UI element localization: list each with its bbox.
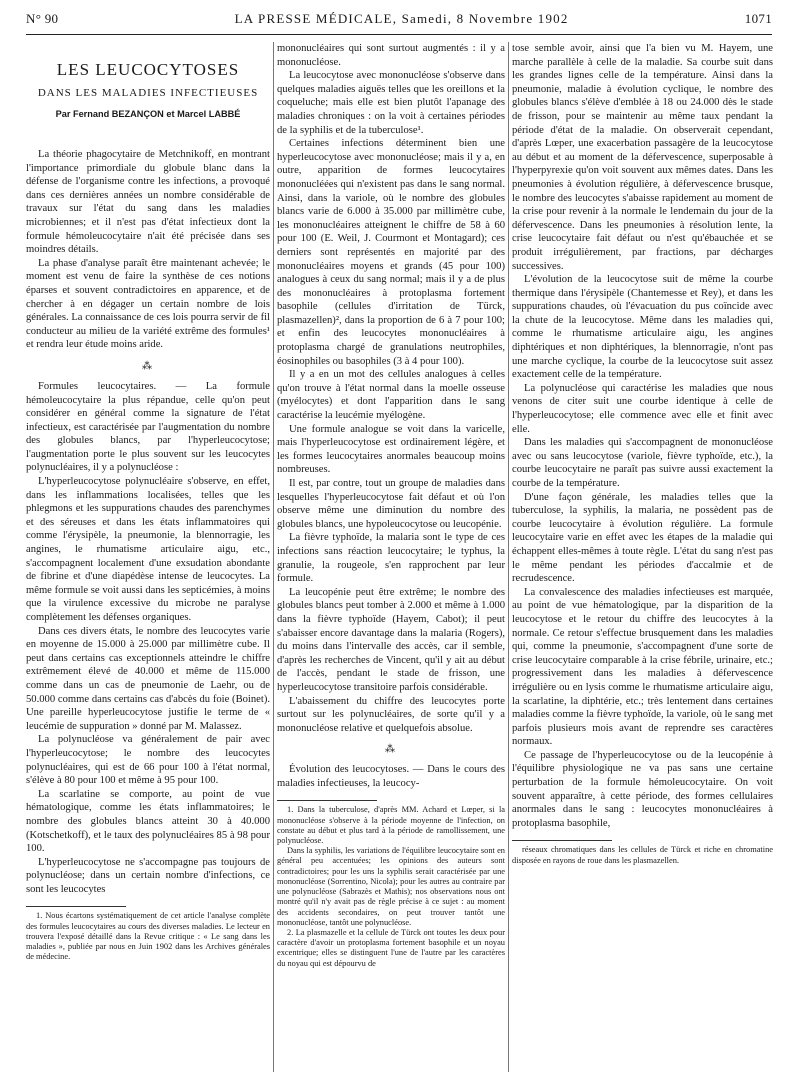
header-rule (26, 34, 772, 35)
paragraph: L'hyperleucocytose ne s'accompagne pas toujours de polynucléose; dans un certain nombre d'infections, ce sont les leucocytes (26, 856, 270, 895)
paragraph: L'hyperleucocytose polynucléaire s'observe, en effet, dans les inflammations localisées, telles que les phlegmons et les suppurations chaudes des parenchymes et des séreuses et dans les états inflammatoires qui comme l'érysipèle, la pneumonie, la blennorragie, les angines, le rhumatisme articulaire aigu, etc., s'accompagnent localement d'une exsudation abondante de fibrine et d'une diapédèse intense de leucocytes. La même formule se voit aussi dans les septicémies, à moins que la virulence excessive du microbe ne paralyse complètement les défenses organiques. (26, 476, 270, 623)
paragraph: Une formule analogue se voit dans la varicelle, mais l'hyperleucocytose est ordinairement légère, et les formes leucocytaires anormales beaucoup moins nombreuses. (277, 423, 505, 476)
paragraph: tose semble avoir, ainsi que l'a bien vu M. Hayem, une marche parallèle à celle de la maladie. Sa courbe suit dans les grandes lignes celle de la température. Ainsi dans la pneumonie, maladie à évolution cyclique, le nombre des globules blancs s'élève d'emblée à 18 ou 24.000 dès le stade de frisson, pour se maintenir au même taux pendant la période d'état de la maladie. On observerait cependant, d'après Lœper, une exacerbation passagère de la leucocytose au début et au moment de la défervescence, superposable à l'hyperpyrexie qu'on voit souvent aux mêmes dates. Dans les pneumonies à évolution régulière, à défervescence brusque, le nombre des leucocytes s'abaisse rapidement au moment de la crise pour revenir à la normale le lendemain du jour de la défervescence. Dans les pneumonies à résolution lente, la crise leucocytaire fait défaut ou n'est qu'ébauchée et se produit irrégulièrement, par fractions, par décharges successives. (512, 43, 773, 272)
paragraph: Il y a en un mot des cellules analogues à celles qu'on trouve à l'état normal dans la moelle osseuse (myélocytes) et dont l'apparition dans le sang caractérise la leucémie myélogène. (277, 369, 505, 422)
paragraph: Évolution des leucocytoses. — Dans le cours des maladies infectieuses, la leucocy- (277, 764, 505, 789)
running-head (26, 12, 772, 26)
section-separator: ⁂ (385, 744, 397, 756)
footnote-rule (512, 840, 612, 841)
paragraph: La convalescence des maladies infectieuses est marquée, au point de vue hématologique, par la disparition de la leucocytose et le retour du chiffre des leucocytes à la normale. Ce retour s'effectue brusquement dans les maladies qui, comme la pneumonie, s'accompagnent d'une sorte de crise leucocytaire comparable à la crise fébrile, urinaire, etc.; progressivement dans les maladies à défervescence irrégulière ou en lysis comme le rhumatisme articulaire aigu, la scarlatine, la diphtérie, etc.; très lentement dans certaines maladies comme la fièvre typhoïde, la variole, où le sang met parfois plusieurs mois avant de reprendre ses caractères normaux. (512, 586, 773, 748)
footnote: 1. Nous écartons systématiquement de cet article l'analyse complète des formules leucocytaires au cours des diverses maladies. Le lecteur en trouvera l'exposé détaillé dans la Revue critique : « Le sang dans les maladies », publiée par nous en Juin 1902 dans les Archives générales de médecine. (26, 911, 270, 962)
footnote: réseaux chromatiques dans les cellules de Türck et riche en chromatine disposée en rayons de roue dans les plasmazellen. (512, 845, 773, 865)
paragraph: Dans ces divers états, le nombre des leucocytes varie en moyenne de 15.000 à 25.000 par millimètre cube. Il peut dans certains cas exceptionnels atteindre le chiffre extrêmement élevé de 40.000 et même de 115.000 comme dans un cas de pneumonie de Laehr, ou de 50.000 comme dans certains cas d'abcès du foie (Boinet). Une pareille hyperleucocytose justifie le terme de « leucémie de suppuration » donné par M. Malassez. (26, 625, 270, 732)
section-separator: ⁂ (142, 360, 154, 372)
paragraph: La polynucléose va généralement de pair avec l'hyperleucocytose; le nombre des leucocytes polynucléaires, qui est de 66 pour 100 à l'état normal, s'élève à 80 pour 100 et même à 95 pour 100. (26, 734, 270, 787)
paragraph: La scarlatine se comporte, au point de vue hématologique, comme les états inflammatoires; le nombre des globules blancs atteint 30 à 40.000 (Kotschetkoff), et le taux des polynucléaires 85 à 98 pour 100. (26, 788, 270, 855)
paragraph: L'abaissement du chiffre des leucocytes porte surtout sur les polynucléaires, de sorte qu'il y a mononucléose relative et quelquefois absolue. (277, 695, 505, 734)
journal-title-date: LA PRESSE MÉDICALE, Samedi, 8 Novembre 1902 (234, 11, 569, 26)
column-rule (508, 42, 509, 1072)
article-title: LES LEUCOCYTOSES (56, 60, 240, 79)
page-number: 1071 (744, 11, 772, 26)
paragraph: Il est, par contre, tout un groupe de maladies dans lesquelles l'hyperleucocytose fait défaut et où l'on observe même une diminution du nombre des globules blancs, une hypoleucocytose ou leucopénie. (277, 478, 505, 530)
issue-number: N° 90 (26, 11, 59, 26)
paragraph: L'évolution de la leucocytose suit de même la courbe thermique dans l'érysipèle (Chantemesse et Rey), et dans les suppurations chaudes, où l'évacuation du pus coïncide avec la chute de la leucocytose. Même dans les maladies qui, comme le rhumatisme articulaire aigu, les angines diphtériques et non diphtériques, la blennorragie, n'ont pas une marche cyclique, la courbe de la leucocytose suit assez exactement celle de la température. (512, 274, 773, 381)
paragraph: Certaines infections déterminent bien une hyperleucocytose avec mononucléose; mais il y a, en outre, apparition de formes leucocytaires mononucléées qui n'existent pas dans le sang normal. Ainsi, dans la variole, où le nombre des globules blancs varie de 6.000 à 35.000 par millimètre cube, les mononucléaires atteignent le chiffre de 58 à 60 pour 100 (E. Weil, J. Courmont et Montagard); ces derniers sont représentés en majorité par des mononucléaires moyens et grands (45 pour 100) analogues à ceux du sang normal; mais il y a de plus des mononucléaires à protoplasma fortement basophile (cellules d'irritation de Türck, plasmazellen)², dans la proportion de 6 à 7 pour 100; et enfin des leucocytes mononucléaires à protoplasma chargé de granulations neutrophiles, éosinophiles ou basophiles (3 à 4 pour 100). (277, 138, 505, 367)
column-rule (273, 42, 274, 1072)
paragraph: La phase d'analyse paraît être maintenant achevée; le moment est venu de faire la synthèse de ces notions éparses et souvent contradictoires en apparence, et de chercher à en dégager un certain nombre de lois générales. La connaissance de ces lois pourra servir de fil conducteur au milieu de la variété extrême des formules¹ et rendra leur étude moins aride. (26, 257, 270, 351)
paragraph: La théorie phagocytaire de Metchnikoff, en montrant l'importance primordiale du globule blanc dans la défense de l'organisme contre les infections, a provoqué dans ces dernières années un nombre considérable de travaux sur l'état du sang dans les maladies microbiennes; et il n'est pas d'état infectieux dont la formule hémoleucocytaire n'ait été précisée dans ses moindres détails. (26, 149, 270, 256)
paragraph: La polynucléose qui caractérise les maladies que nous venons de citer suit une courbe identique à celle de l'hyperleucocytose; elle commence avec elle et finit avec elle. (512, 382, 773, 435)
paragraph: Dans les maladies qui s'accompagnent de mononucléose avec ou sans leucocytose (variole, fièvre typhoïde, etc.), la courbe leucocytaire ne paraît pas suivre aussi exactement la courbe de la température. (512, 437, 773, 489)
paragraph: D'une façon générale, les maladies telles que la tuberculose, la syphilis, la malaria, ne possèdent pas de courbe leucocytaire à évolution régulière. La formule leucocytaire varie en effet avec les étapes de la maladie qui échappent elles-mêmes à toute règle. L'état du sang n'est pas le même pendant les périodes d'accalmie et de recrudescence. (512, 491, 773, 585)
article-authors: Par Fernand BEZANÇON et Marcel LABBÉ (55, 109, 241, 119)
footnote: 2. La plasmazelle et la cellule de Türck ont toutes les deux pour caractère d'avoir un protoplasma fortement basophile et un noyau excentrique; elles se distinguent l'une de l'autre par les caractères du noyau qui est dépourvu de (277, 927, 505, 968)
article-subtitle: DANS LES MALADIES INFECTIEUSES (37, 87, 259, 99)
paragraph: La leucopénie peut être extrême; le nombre des globules blancs peut tomber à 2.000 et même à 1.000 dans la fièvre typhoïde (Hayem, Cabot); il peut s'abaisser encore davantage dans la malaria (Rogers), du moins dans l'intervalle des accès, car il semble, d'après les recherches de Vincent, qu'il y ait au début de l'accès, pendant le stade de frisson, une hyperleucocytose transitoire parfois considérable. (277, 586, 505, 693)
column-2 (277, 42, 505, 1074)
paragraph: La fièvre typhoïde, la malaria sont le type de ces infections sans réaction leucocytaire; le typhus, la granulie, la rougeole, s'en rapprochent par leur formule. (277, 532, 505, 585)
footnote: 1. Dans la tuberculose, d'après MM. Achard et Lœper, si la mononucléose s'observe à la période moyenne de l'infection, on constate au début et plus tard à la période de ramollissement, une polynucléose. (277, 805, 505, 846)
footnote: Dans la syphilis, les variations de l'équilibre leucocytaire sont en général peu accentuées; les opinions des auteurs sont contradictoires; pour les uns la syphilis serait caractérisée par une mononucléose (Sorrentino, Nicola); pour les autres au contraire par une polynucléose (Sabrazès et Mathis); nos observations nous ont montré qu'il n'y avait pas de règle précise à ce sujet : au moment des accidents secondaires, on peut trouver tantôt une mononucléose, tantôt une polynucléose. (277, 846, 505, 927)
paragraph: La leucocytose avec mononucléose s'observe dans quelques maladies aiguës telles que les oreillons et la coqueluche; mais elle est bien plutôt l'apanage des maladies chroniques : on la voit à certaines périodes de la syphilis et de la tuberculose¹. (277, 70, 505, 136)
column-3 (512, 42, 773, 1074)
footnote-rule (26, 906, 126, 907)
column-1 (26, 42, 270, 1074)
paragraph: Ce passage de l'hyperleucocytose ou de la leucopénie à l'équilibre physiologique ne va pas sans une certaine perturbation de la formule hémoleucocytaire. On voit souvent apparaître, à cette période, des formes cellulaires anormales dans le sang : leucocytes mononucléaires à protoplasma basophile, (512, 749, 773, 829)
paragraph: mononucléaires qui sont surtout augmentés : il y a mononucléose. (277, 43, 505, 68)
footnote-rule (277, 800, 377, 801)
paragraph: Formules leucocytaires. — La formule hémoleucocytaire la plus répandue, celle qu'on peut considérer en général comme la signature de l'état infectieux, est caractérisée par l'augmentation du nombre des globules blancs, par l'hyperleucocytose; l'augmentation porte le plus souvent sur les leucocytes polynucléaires, il y a polynucléose : (26, 380, 270, 474)
